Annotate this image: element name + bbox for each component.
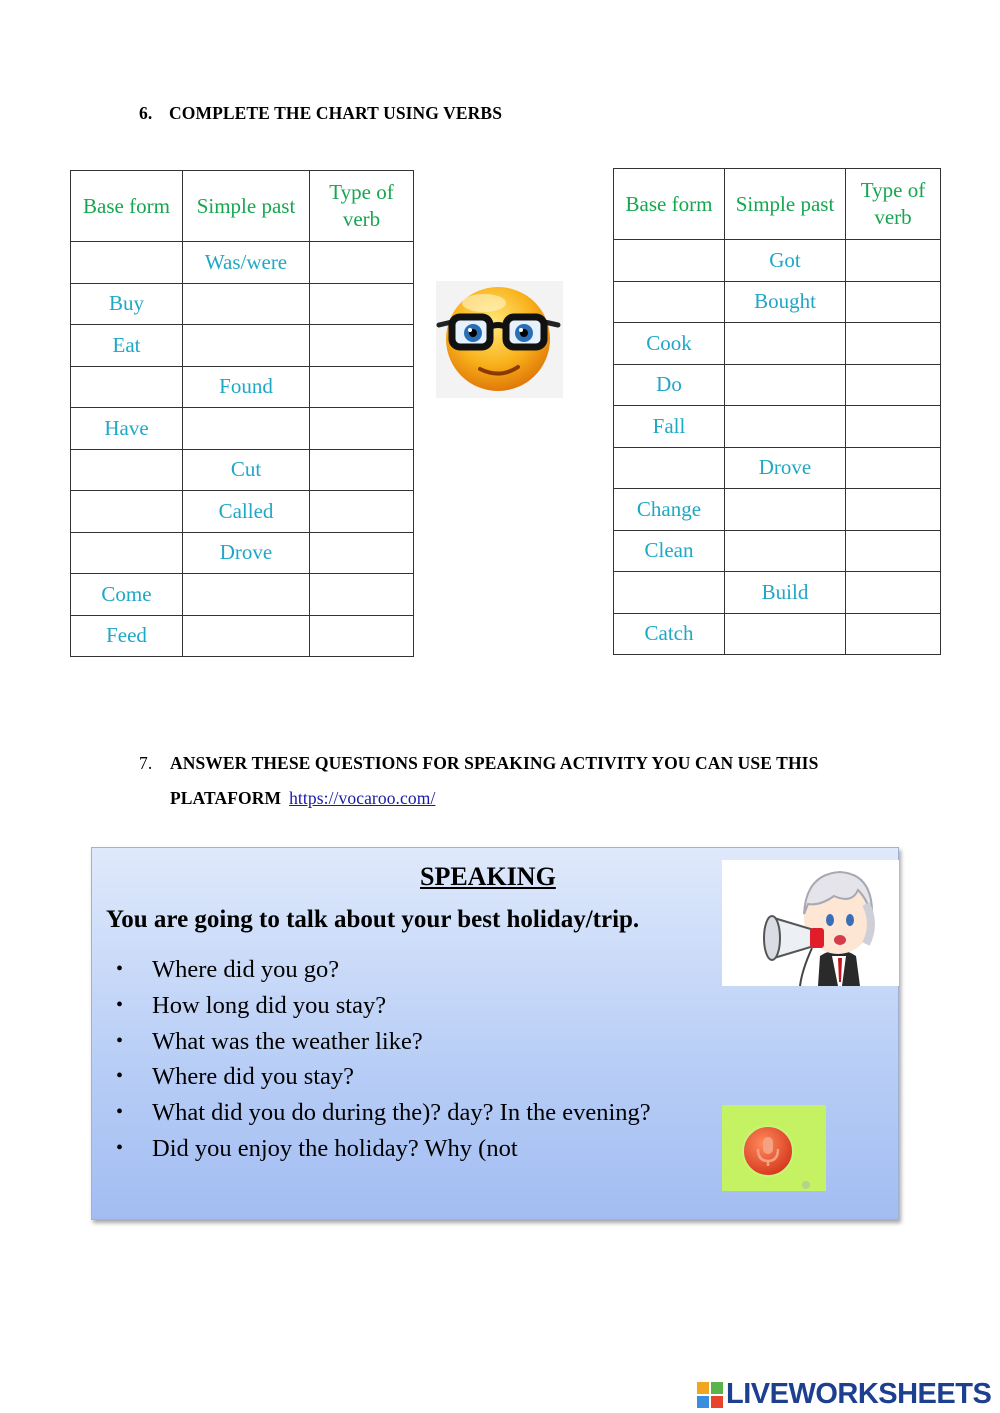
base-form-cell[interactable] — [71, 242, 183, 284]
speaking-title: SPEAKING — [420, 862, 556, 891]
list-item: • What did you do during the)? day? In the evening? — [106, 1095, 651, 1131]
header-type-of-verb: Type of verb — [846, 169, 941, 240]
base-form-cell[interactable]: Do — [614, 364, 725, 406]
type-of-verb-cell[interactable] — [310, 366, 414, 408]
table-row — [71, 283, 414, 325]
base-form-cell[interactable]: Eat — [71, 325, 183, 367]
type-of-verb-cell[interactable] — [846, 281, 941, 323]
base-form-cell[interactable]: Change — [614, 489, 725, 531]
megaphone-character-icon — [722, 860, 899, 986]
nerd-glasses-emoji-icon — [436, 281, 563, 398]
simple-past-cell[interactable] — [725, 489, 846, 531]
type-of-verb-cell[interactable] — [846, 364, 941, 406]
simple-past-cell[interactable]: Bought — [725, 281, 846, 323]
table-row — [614, 323, 941, 365]
logo-grid-icon — [697, 1382, 723, 1408]
liveworksheets-logo — [697, 1378, 991, 1408]
vocaroo-link[interactable]: https://vocaroo.com/ — [289, 788, 436, 808]
table-row — [71, 408, 414, 450]
table-header-row — [71, 171, 414, 242]
simple-past-cell[interactable]: Called — [183, 491, 310, 533]
type-of-verb-cell[interactable] — [846, 323, 941, 365]
base-form-cell[interactable]: Feed — [71, 615, 183, 657]
section-7-instructions: ANSWER THESE QUESTIONS FOR SPEAKING ACTIVITY YOU CAN USE THIS — [170, 753, 819, 773]
base-form-cell[interactable]: Clean — [614, 530, 725, 572]
type-of-verb-cell[interactable] — [310, 574, 414, 616]
simple-past-cell[interactable]: Found — [183, 366, 310, 408]
base-form-cell[interactable] — [614, 240, 725, 282]
table-row — [71, 532, 414, 574]
base-form-cell[interactable] — [614, 281, 725, 323]
table-row — [71, 242, 414, 284]
list-item: • Where did you go? — [106, 952, 651, 988]
table-row — [614, 406, 941, 448]
type-of-verb-cell[interactable] — [846, 406, 941, 448]
simple-past-cell[interactable]: Cut — [183, 449, 310, 491]
table-row — [71, 574, 414, 616]
simple-past-cell[interactable] — [183, 408, 310, 450]
verb-chart-left — [70, 170, 414, 657]
type-of-verb-cell[interactable] — [846, 489, 941, 531]
platform-label: PLATAFORM — [170, 788, 282, 808]
type-of-verb-cell[interactable] — [846, 613, 941, 655]
base-form-cell[interactable] — [614, 572, 725, 614]
base-form-cell[interactable]: Buy — [71, 283, 183, 325]
table-row — [614, 489, 941, 531]
base-form-cell[interactable] — [71, 532, 183, 574]
table-row — [614, 530, 941, 572]
section-7-number: 7. — [139, 753, 153, 773]
type-of-verb-cell[interactable] — [310, 242, 414, 284]
base-form-cell[interactable]: Have — [71, 408, 183, 450]
type-of-verb-cell[interactable] — [310, 449, 414, 491]
simple-past-cell[interactable] — [725, 530, 846, 572]
table-row — [614, 364, 941, 406]
simple-past-cell[interactable]: Was/were — [183, 242, 310, 284]
simple-past-cell[interactable] — [183, 615, 310, 657]
simple-past-cell[interactable] — [725, 364, 846, 406]
simple-past-cell[interactable] — [725, 323, 846, 365]
simple-past-cell[interactable] — [183, 574, 310, 616]
simple-past-cell[interactable] — [183, 283, 310, 325]
type-of-verb-cell[interactable] — [310, 325, 414, 367]
base-form-cell[interactable] — [614, 447, 725, 489]
type-of-verb-cell[interactable] — [310, 615, 414, 657]
microphone-record-icon[interactable] — [722, 1105, 826, 1191]
type-of-verb-cell[interactable] — [310, 408, 414, 450]
section-6-title: COMPLETE THE CHART USING VERBS — [169, 103, 503, 123]
table-row — [71, 491, 414, 533]
header-simple-past: Simple past — [183, 171, 310, 242]
table-row — [614, 281, 941, 323]
base-form-cell[interactable] — [71, 491, 183, 533]
table-row — [71, 366, 414, 408]
simple-past-cell[interactable]: Got — [725, 240, 846, 282]
base-form-cell[interactable]: Catch — [614, 613, 725, 655]
type-of-verb-cell[interactable] — [846, 447, 941, 489]
type-of-verb-cell[interactable] — [310, 283, 414, 325]
verb-chart-right — [613, 168, 941, 655]
list-item: • Where did you stay? — [106, 1059, 651, 1095]
table-row — [71, 615, 414, 657]
section-6-number: 6. — [139, 103, 153, 123]
section-6-heading — [139, 103, 502, 124]
type-of-verb-cell[interactable] — [310, 491, 414, 533]
base-form-cell[interactable]: Cook — [614, 323, 725, 365]
base-form-cell[interactable]: Fall — [614, 406, 725, 448]
speaking-intro: You are going to talk about your best holiday/trip. — [106, 906, 640, 933]
table-header-row — [614, 169, 941, 240]
simple-past-cell[interactable] — [725, 613, 846, 655]
table-row — [614, 613, 941, 655]
section-7-line-2 — [170, 781, 435, 816]
base-form-cell[interactable] — [71, 449, 183, 491]
table-row — [614, 572, 941, 614]
logo-text: LIVEWORKSHEETS — [726, 1378, 992, 1410]
base-form-cell[interactable]: Come — [71, 574, 183, 616]
speaking-card — [91, 847, 899, 1220]
simple-past-cell[interactable] — [183, 325, 310, 367]
simple-past-cell[interactable]: Build — [725, 572, 846, 614]
header-base-form: Base form — [71, 171, 183, 242]
question-list — [106, 952, 651, 1167]
type-of-verb-cell[interactable] — [846, 240, 941, 282]
list-item: • What was the weather like? — [106, 1024, 651, 1060]
table-row — [614, 240, 941, 282]
base-form-cell[interactable] — [71, 366, 183, 408]
list-item: • Did you enjoy the holiday? Why (not — [106, 1131, 651, 1167]
table-row — [71, 325, 414, 367]
type-of-verb-cell[interactable] — [310, 532, 414, 574]
list-item: • How long did you stay? — [106, 988, 651, 1024]
type-of-verb-cell[interactable] — [846, 572, 941, 614]
simple-past-cell[interactable]: Drove — [725, 447, 846, 489]
header-base-form: Base form — [614, 169, 725, 240]
simple-past-cell[interactable]: Drove — [183, 532, 310, 574]
table-row — [614, 447, 941, 489]
header-simple-past: Simple past — [725, 169, 846, 240]
header-type-of-verb: Type of verb — [310, 171, 414, 242]
simple-past-cell[interactable] — [725, 406, 846, 448]
type-of-verb-cell[interactable] — [846, 530, 941, 572]
table-row — [71, 449, 414, 491]
